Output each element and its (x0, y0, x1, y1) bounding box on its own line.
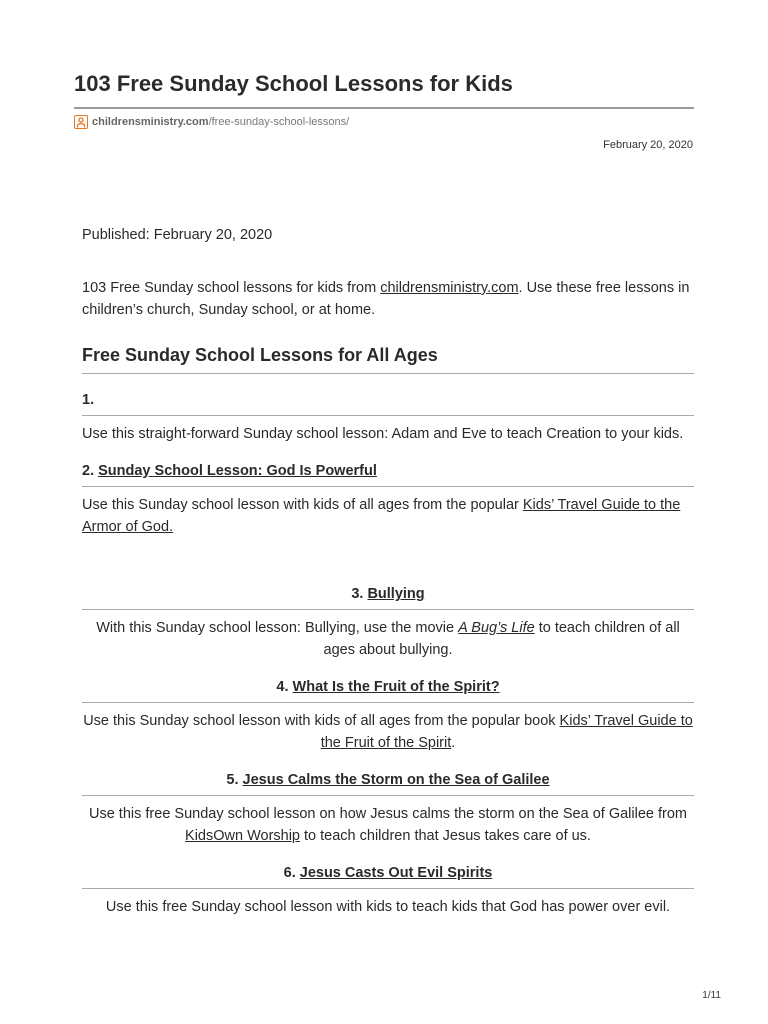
lesson-item (82, 374, 694, 445)
lesson-text: Use this straight-forward Sunday school lesson: Adam and Eve to teach Creation to your kids. (82, 426, 684, 442)
lesson-text: Use this free Sunday school lesson with kids to teach kids that God has power over evil. (105, 899, 671, 915)
lesson-title-link[interactable]: What Is the Fruit of the Spirit? (292, 679, 500, 695)
lesson-description (82, 487, 694, 538)
lesson-number: 2. (82, 463, 99, 479)
lesson-number: 3. (351, 586, 368, 602)
intro-link[interactable]: childrensministry.com (380, 280, 519, 296)
lesson-heading (82, 661, 694, 703)
lesson-number: 1. (82, 392, 95, 408)
lesson-number: 4. (276, 679, 293, 695)
lesson-number: 6. (283, 865, 300, 881)
article-content (82, 224, 694, 918)
page-number: 1/11 (702, 990, 721, 1001)
section-heading: Free Sunday School Lessons for All Ages (82, 344, 694, 374)
lesson-title-link[interactable]: Jesus Casts Out Evil Spirits (299, 865, 493, 881)
lesson-text-end: to teach children of all ages about bullying. (323, 620, 680, 658)
lesson-title-link[interactable]: Jesus Calms the Storm on the Sea of Galilee (242, 772, 550, 788)
lesson-number: 5. (226, 772, 243, 788)
lesson-heading (82, 445, 694, 487)
lesson-heading (82, 754, 694, 796)
lesson-description (82, 889, 694, 918)
lesson-item (82, 847, 694, 918)
lesson-text: Use this Sunday school lesson with kids of all ages from the popular (82, 497, 523, 513)
lesson-item (82, 661, 694, 754)
lesson-heading (82, 847, 694, 889)
lesson-title-link[interactable]: Sunday School Lesson: God Is Powerful (98, 463, 377, 479)
lesson-resource-link[interactable]: KidsOwn Worship (185, 828, 300, 844)
lesson-title-link[interactable]: Bullying (367, 586, 425, 602)
lesson-resource-link[interactable]: Kids’ Travel Guide to the Fruit of the Spirit (320, 713, 693, 751)
source-url[interactable] (74, 113, 349, 131)
lesson-item (82, 754, 694, 847)
source-path: /free-sunday-school-lessons/ (208, 116, 350, 128)
lesson-heading (82, 374, 694, 416)
capture-date: February 20, 2020 (603, 139, 693, 151)
lesson-heading (82, 568, 694, 610)
lesson-text-end: . (451, 735, 456, 751)
movie-link[interactable]: A Bug’s Life (458, 620, 535, 636)
person-icon (74, 115, 88, 129)
lesson-text: Use this free Sunday school lesson on how Jesus calms the storm on the Sea of Galilee from (88, 806, 688, 822)
lesson-text-end: to teach children that Jesus takes care of us. (300, 828, 591, 844)
lesson-item (82, 568, 694, 661)
title-divider (74, 107, 694, 109)
lesson-description (82, 416, 694, 445)
published-date: Published: February 20, 2020 (82, 227, 273, 243)
intro-text: 103 Free Sunday school lessons for kids from (82, 280, 381, 296)
lesson-resource-link[interactable]: Kids’ Travel Guide to the Armor of God. (82, 497, 681, 535)
lesson-item (82, 445, 694, 538)
page-title: 103 Free Sunday School Lessons for Kids (74, 71, 513, 96)
lesson-description (82, 703, 694, 754)
lesson-description (82, 796, 694, 847)
lesson-text: Use this Sunday school lesson with kids of all ages from the popular book (83, 713, 560, 729)
intro-text-end: . Use these free lessons in children’s church, Sunday school, or at home. (82, 280, 690, 318)
lesson-text: With this Sunday school lesson: Bullying, use the movie (96, 620, 459, 636)
lesson-description (82, 610, 694, 661)
intro-paragraph (82, 277, 694, 321)
source-domain: childrensministry.com (92, 116, 209, 128)
